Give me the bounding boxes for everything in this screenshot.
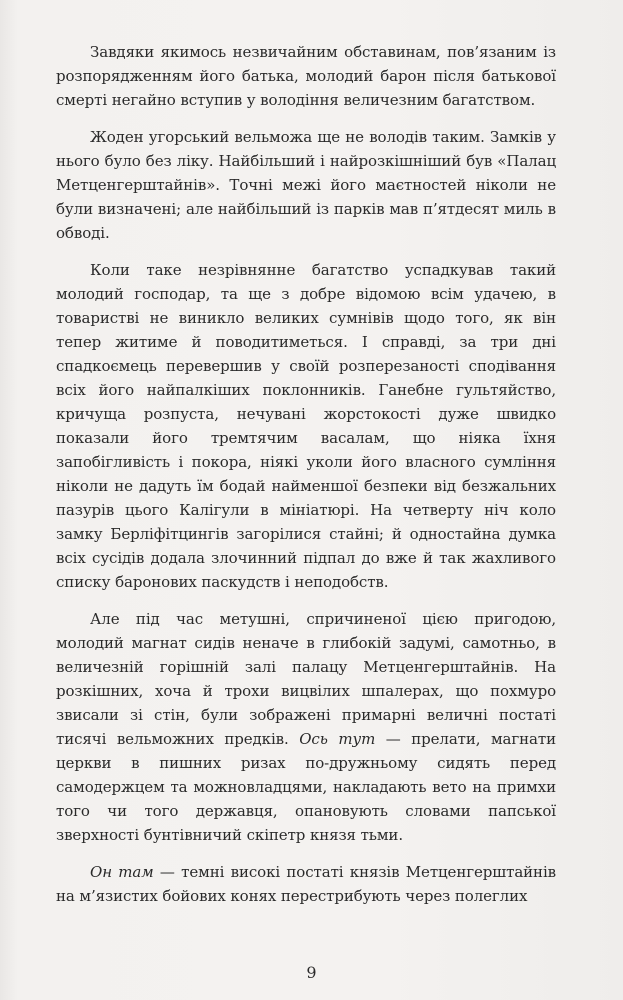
paragraph-5-italic-phrase: Он там (90, 863, 154, 881)
paragraph-3 (56, 258, 556, 594)
paragraph-1-text: Завдяки якимось незвичайним обставинам, пов’язаним із розпорядженням його батька, молодий барон після батькової смерті негайно вступив у володіння величезним багатством. (56, 43, 556, 109)
body-text (56, 40, 556, 908)
paragraph-3-text: Коли таке незрівнянне багатство успадкував такий молодий господар, та ще з добре відомою всім удачею, в товаристві не виникло великих сумнівів щодо того, як він тепер житиме й поводитиметься. І справді, за три дні спадкоємець перевершив у своїй розперезаності сподівання всіх його найпалкіших поклонників. Ганебне гультяйство, кричуща розпуста, нечувані жорстокості дуже швидко показали його тремтячим васалам, що ніяка їхня запобігливість і покора, ніякі уколи його власного сумління ніколи не дадуть їм бодай найменшої безпеки від безжальних пазурів цього Калігули в мініатюрі. На четверту ніч коло замку Берліфітцингів загорілися стайні; й одностайна думка всіх сусідів додала злочинний підпал до вже й так жахливого списку баронових паскудств і неподобств. (56, 261, 556, 591)
paragraph-4-tail: — прелати, магнати церкви в пишних ризах по-дружньому сидять перед самодержцем та можновладцями, накладають вето на примхи того чи того державця, опановують словами папської зверхності бунтівничий скіпетр князя тьми. (56, 730, 556, 844)
paragraph-2-text: Жоден угорський вельможа ще не володів таким. Замків у нього було без ліку. Найбільший і найрозкішніший був «Палац Метценгерштайнів». Точні межі його маєтностей ніколи не були визначені; але найбільший із парків мав п’ятдесят миль в обводі. (56, 128, 556, 242)
page-number: 9 (306, 963, 317, 982)
paragraph-4-text: Але під час метушні, спричиненої цією пригодою, молодий магнат сидів неначе в глибокій задумі, самотньо, в величезній горішній залі палацу Метценгерштайнів. На розкішних, хоча й трохи вицвілих шпалерах, що похмуро звисали зі стін, були зображені примарні величні постаті тисячі вельможних предків. (56, 610, 556, 748)
paragraph-1 (56, 40, 556, 112)
paragraph-5-tail: — темні високі постаті князів Метценгерштайнів на м’язистих бойових конях перестрибують через полеглих (56, 863, 556, 905)
paragraph-2 (56, 125, 556, 245)
paragraph-4-italic-phrase: Ось тут (299, 730, 376, 748)
paragraph-5 (56, 860, 556, 908)
paragraph-4 (56, 607, 556, 847)
